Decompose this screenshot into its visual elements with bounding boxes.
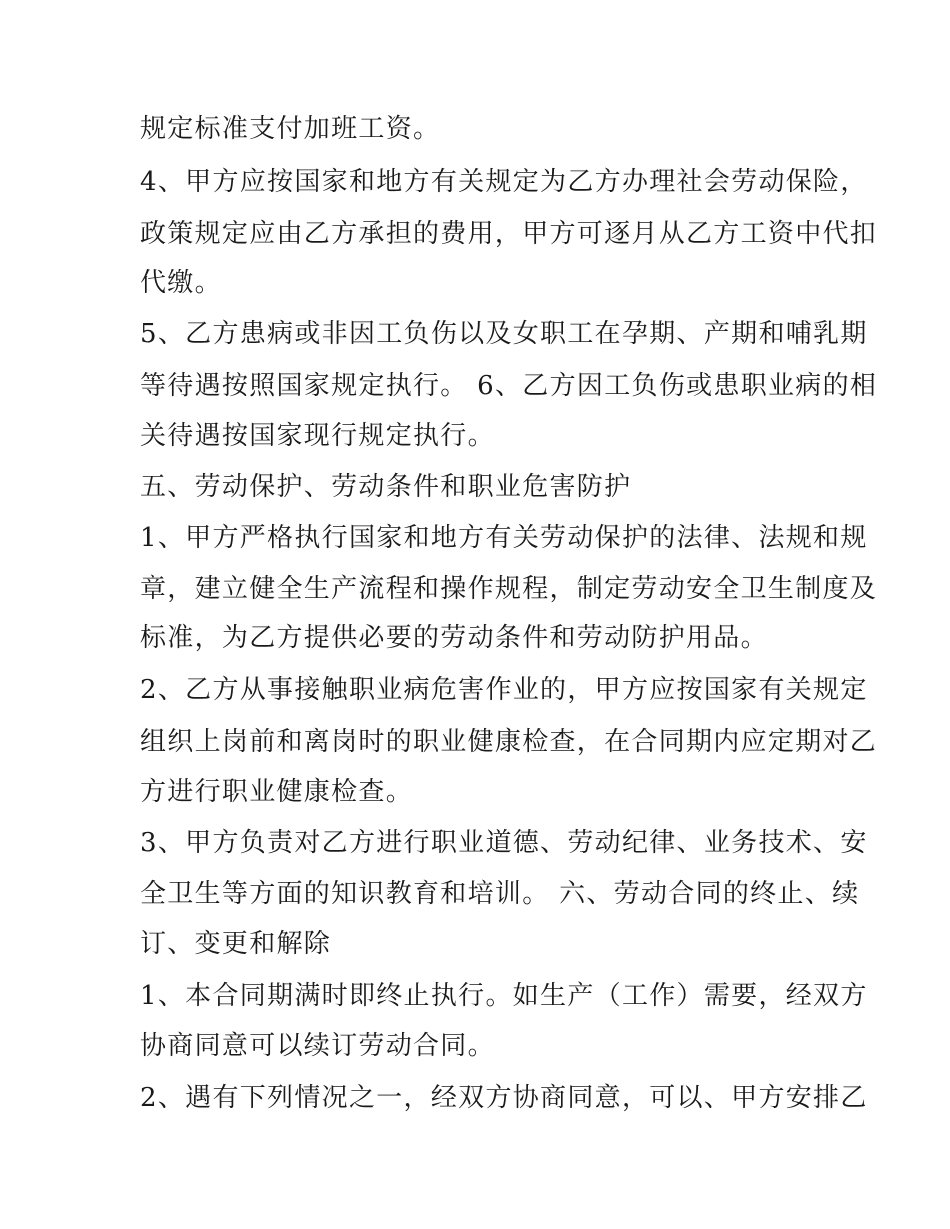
text-line: 章，建立健全生产流程和操作规程，制定劳动安全卫生制度及	[140, 574, 878, 604]
text-line: 协商同意可以续订劳动合同。	[140, 1031, 495, 1061]
text-line: 1、本合同期满时即终止执行。如生产（工作）需要，经双方	[140, 981, 868, 1011]
text-line: 等待遇按照国家规定执行。 6、乙方因工负伤或患职业病的相	[140, 371, 878, 401]
section-heading: 五、劳动保护、劳动条件和职业危害防护	[140, 472, 632, 502]
text-line: 规定标准支付加班工资。	[140, 114, 441, 144]
text-line: 5、乙方患病或非因工负伤以及女职工在孕期、产期和哺乳期	[140, 319, 868, 349]
text-line: 4、甲方应按国家和地方有关规定为乙方办理社会劳动保险，	[140, 167, 868, 197]
text-line: 政策规定应由乙方承担的费用，甲方可逐月从乙方工资中代扣	[140, 219, 878, 249]
text-line: 关待遇按国家现行规定执行。	[140, 421, 495, 451]
text-line: 组织上岗前和离岗时的职业健康检查，在合同期内应定期对乙	[140, 727, 878, 757]
text-line: 方进行职业健康检查。	[140, 777, 414, 807]
text-line: 全卫生等方面的知识教育和培训。 六、劳动合同的终止、续	[140, 879, 860, 909]
text-line: 3、甲方负责对乙方进行职业道德、劳动纪律、业务技术、安	[140, 828, 868, 858]
text-line: 1、甲方严格执行国家和地方有关劳动保护的法律、法规和规	[140, 523, 868, 553]
text-line: 2、遇有下列情况之一，经双方协商同意，可以、甲方安排乙	[140, 1083, 868, 1113]
text-line: 订、变更和解除	[140, 929, 332, 959]
text-line: 2、乙方从事接触职业病危害作业的，甲方应按国家有关规定	[140, 675, 868, 705]
text-line: 标准，为乙方提供必要的劳动条件和劳动防护用品。	[140, 623, 768, 653]
text-line: 代缴。	[140, 268, 222, 298]
